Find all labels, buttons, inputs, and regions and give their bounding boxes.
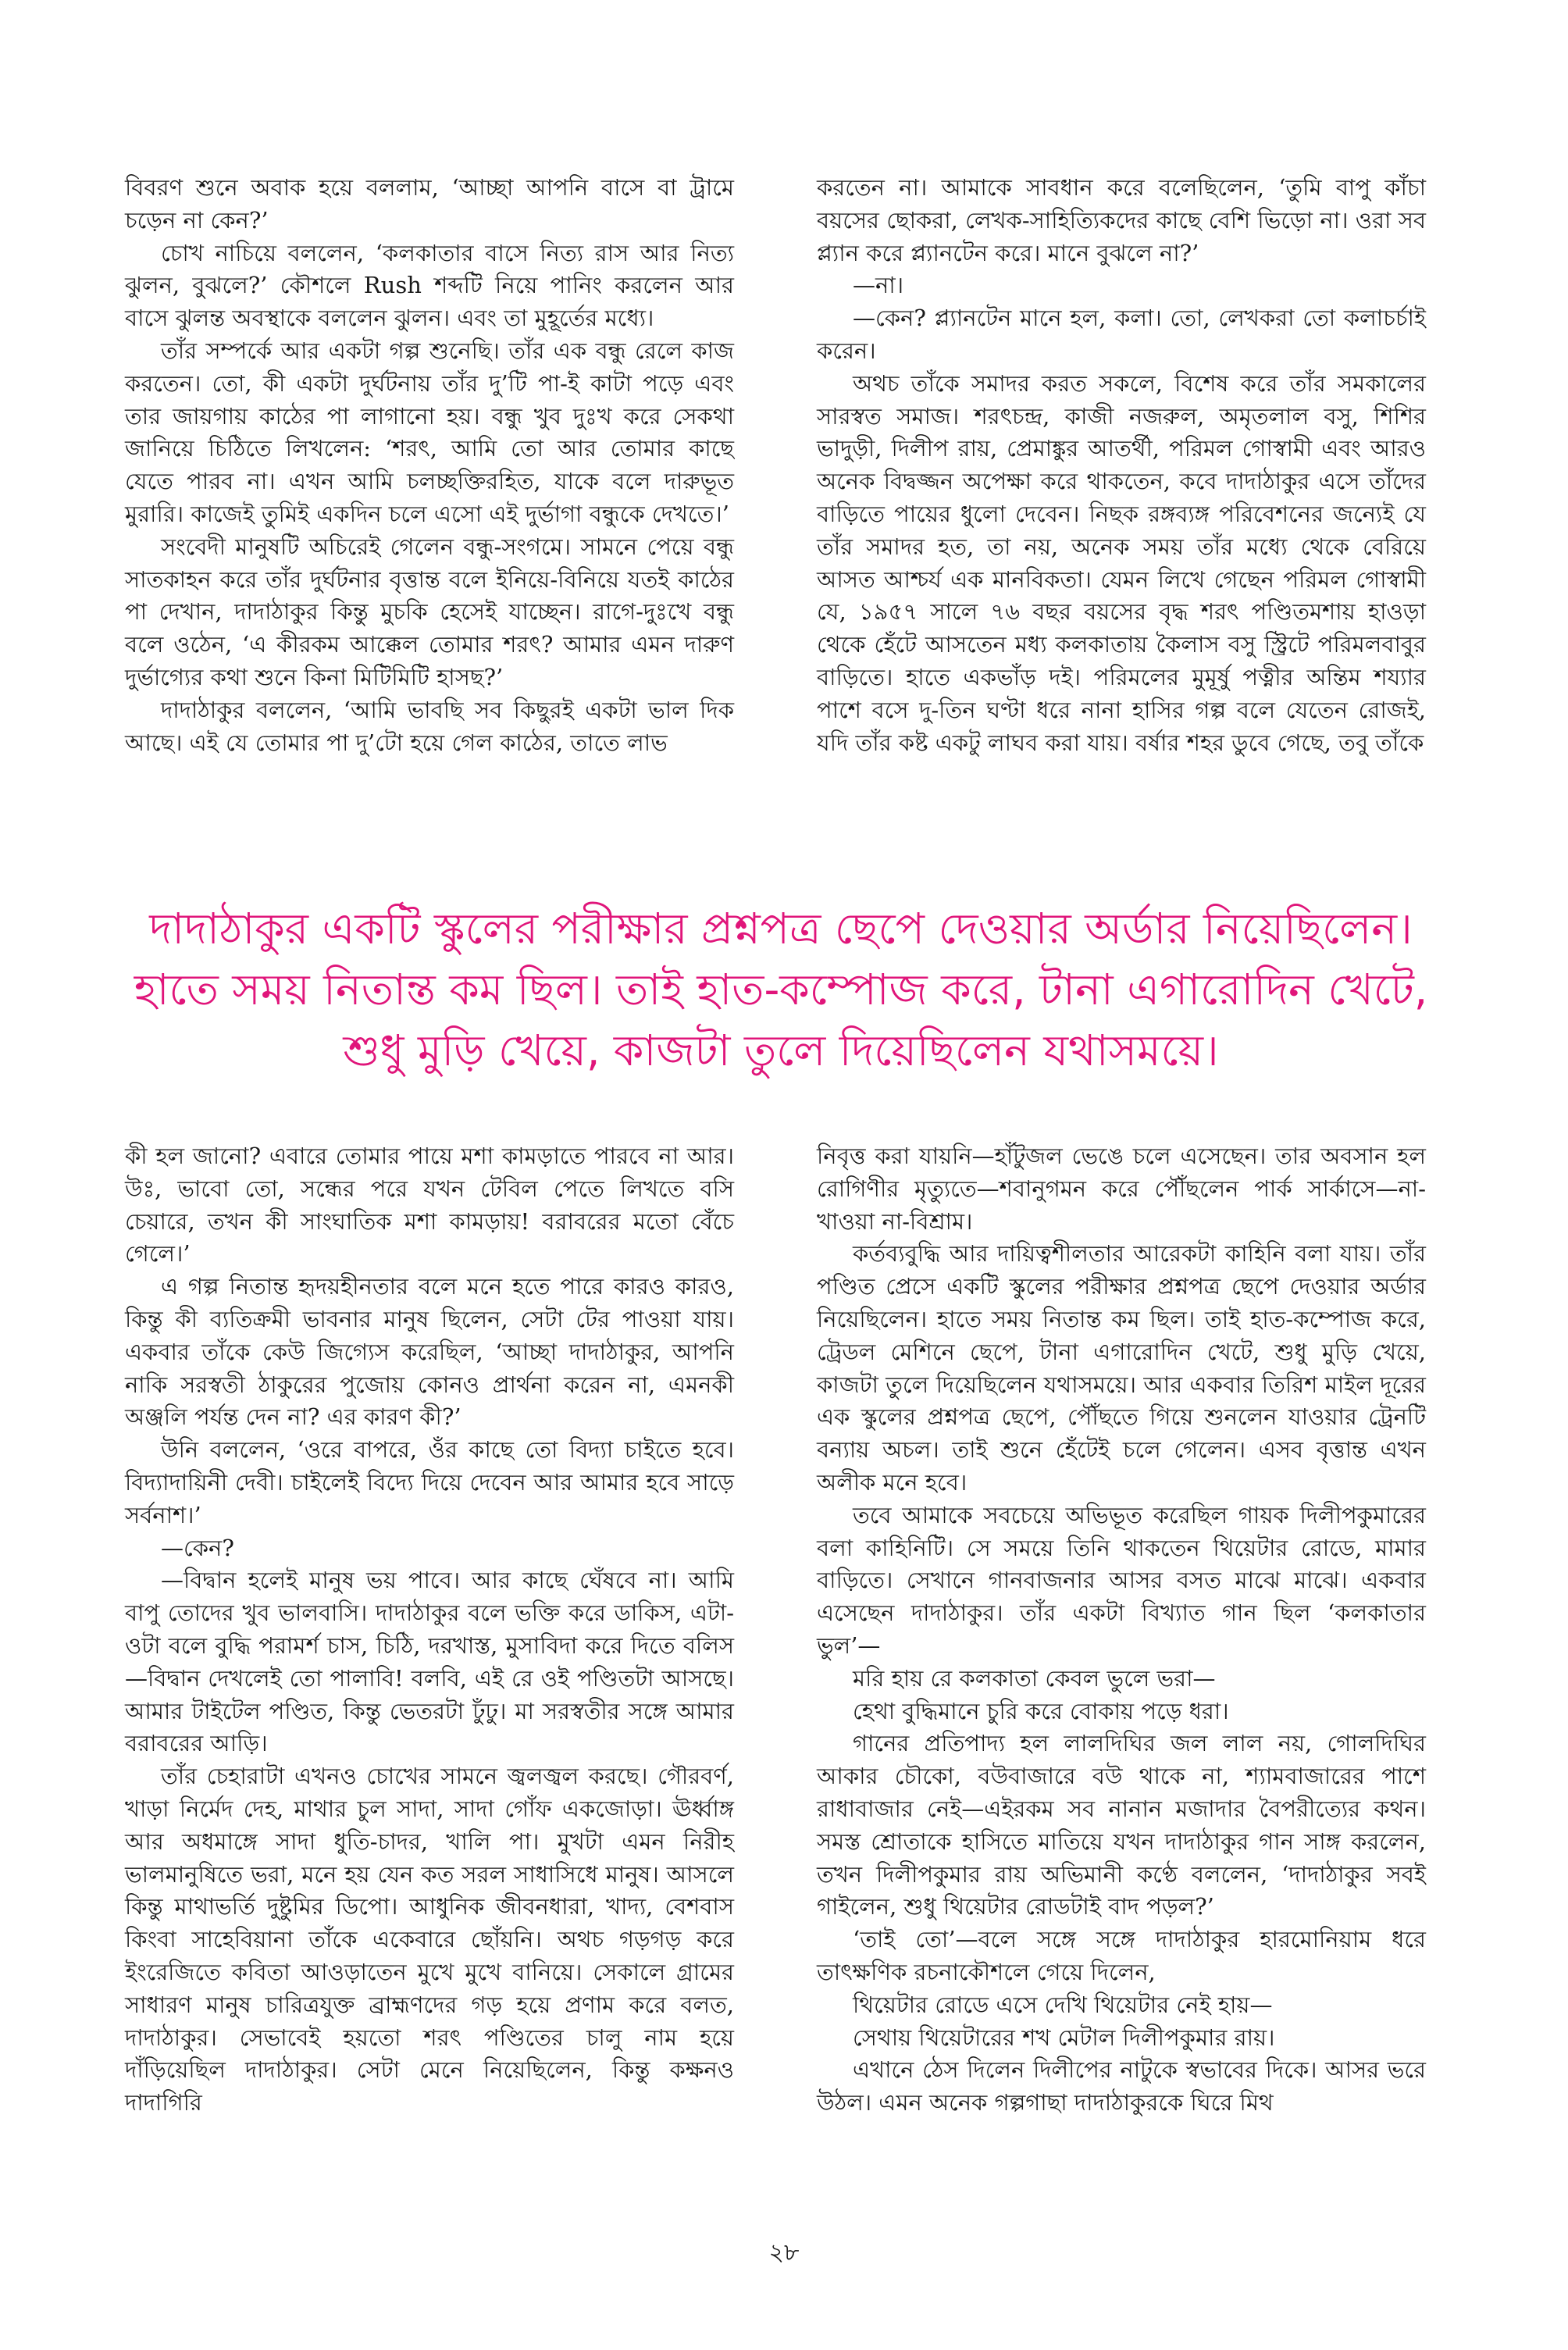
column-top-right xyxy=(817,172,1426,759)
paragraph: তাঁর চেহারাটা এখনও চোখের সামনে জ্বলজ্বল করছে। গৌরবর্ণ, খাড়া নির্মেদ দেহ, মাথার চুল সাদা, সাদা গোঁফ একজোড়া। ঊর্ধ্বাঙ্গ আর অধমাঙ্গে সাদা ধুতি-চাদর, খালি পা। মুখটা এমন নিরীহ ভালমানুষিতে ভরা, মনে হয় যেন কত সরল সাধাসিধে মানুষ। আসলে কিন্তু মাথাভর্তি দুষ্টুমির ডিপো। আধুনিক জীবনধারা, খাদ্য, বেশবাস কিংবা সাহেবিয়ানা তাঁকে একেবারে ছোঁয়নি। অথচ গড়গড় করে ইংরেজিতে কবিতা আওড়াতেন মুখে মুখে বানিয়ে। সেকালে গ্রামের সাধারণ মানুষ চারিত্রযুক্ত ব্রাহ্মণদের গড় হয়ে প্রণাম করে বলত, দাদাঠাকুর। সেভাবেই হয়তো শরৎ পণ্ডিতের চালু নাম হয়ে দাঁড়িয়েছিল দাদাঠাকুর। সেটা মেনে নিয়েছিলেন, কিন্তু কক্ষনও দাদাগিরি xyxy=(125,1763,734,2116)
verse-line: থিয়েটার রোডে এসে দেখি থিয়েটার নেই হায়— xyxy=(853,1991,1273,2018)
paragraph: গানের প্রতিপাদ্য হল লালদিঘির জল লাল নয়, গোলদিঘির আকার চৌকো, বউবাজারে বউ থাকে না, শ্যামবাজারের পাশে রাধাবাজার নেই—এইরকম সব নানান মজাদার বৈপরীত্যের কথন। সমস্ত শ্রোতাকে হাসিতে মাতিয়ে যখন দাদাঠাকুর গান সাঙ্গ করলেন, তখন দিলীপকুমার রায় অভিমানী কণ্ঠে বললেন, ‘দাদাঠাকুর সবই গাইলেন, শুধু থিয়েটার রোডটাই বাদ পড়ল?’ xyxy=(817,1730,1426,1920)
paragraph: তাঁর সম্পর্কে আর একটা গল্প শুনেছি। তাঁর এক বন্ধু রেলে কাজ করতেন। তো, কী একটা দুর্ঘটনায় তাঁর দু’টি পা-ই কাটা পড়ে এবং তার জায়গায় কাঠের পা লাগানো হয়। বন্ধু খুব দুঃখ করে সেকথা জানিয়ে চিঠিতে লিখলেন: ‘শরৎ, আমি তো আর তোমার কাছে যেতে পারব না। এখন আমি চলচ্ছক্তিরহিত, যাকে বলে দারুভূত মুরারি। কাজেই তুমিই একদিন চলে এসো এই দুর্ভাগা বন্ধুকে দেখতে।’ xyxy=(125,337,734,527)
paragraph: কর্তব্যবুদ্ধি আর দায়িত্বশীলতার আরেকটা কাহিনি বলা যায়। তাঁর পণ্ডিত প্রেসে একটি স্কুলের পরীক্ষার প্রশ্নপত্র ছেপে দেওয়ার অর্ডার নিয়েছিলেন। হাতে সময় নিতান্ত কম ছিল। তাই হাত-কম্পোজ করে, ট্রেডল মেশিনে ছেপে, টানা এগারোদিন খেটে, শুধু মুড়ি খেয়ে, কাজটা তুলে দিয়েছিলেন যথাসময়ে। আর একবার তিরিশ মাইল দূরের এক স্কুলের প্রশ্নপত্র ছেপে, পৌঁছতে গিয়ে শুনলেন যাওয়ার ট্রেনটি বন্যায় অচল। তাই শুনে হেঁটেই চলে গেলেন। এসব বৃত্তান্ত এখন অলীক মনে হবে। xyxy=(817,1240,1426,1496)
verse-line: হেথা বুদ্ধিমানে চুরি করে বোকায় পড়ে ধরা। xyxy=(853,1697,1229,1724)
paragraph: —বিদ্বান হলেই মানুষ ভয় পাবে। আর কাছে ঘেঁষবে না। আমি বাপু তোদের খুব ভালবাসি। দাদাঠাকুর বলে ভক্তি করে ডাকিস, এটা-ওটা বলে বুদ্ধি পরামর্শ চাস, চিঠি, দরখাস্ত, মুসাবিদা করে দিতে বলিস—বিদ্বান দেখলেই তো পালাবি! বলবি, এই রে ওই পণ্ডিতটা আসছে। আমার টাইটেল পণ্ডিত, কিন্তু ভেতরটা ঢুঁঢু। মা সরস্বতীর সঙ্গে আমার বরাবরের আড়ি। xyxy=(125,1567,734,1757)
paragraph: —কেন? xyxy=(161,1534,234,1561)
verse-line: মরি হায় রে কলকাতা কেবল ভুলে ভরা— xyxy=(853,1664,1216,1692)
paragraph: বিবরণ শুনে অবাক হয়ে বললাম, ‘আচ্ছা আপনি বাসে বা ট্রামে চড়েন না কেন?’ xyxy=(125,174,734,234)
paragraph: অথচ তাঁকে সমাদর করত সকলে, বিশেষ করে তাঁর সমকালের সারস্বত সমাজ। শরৎচন্দ্র, কাজী নজরুল, অমৃতলাল বসু, শিশির ভাদুড়ী, দিলীপ রায়, প্রেমাঙ্কুর আতর্থী, পরিমল গোস্বামী এবং আরও অনেক বিদ্বজ্জন অপেক্ষা করে থাকতেন, কবে দাদাঠাকুর এসে তাঁদের বাড়িতে পায়ের ধুলো দেবেন। নিছক রঙ্গব্যঙ্গ পরিবেশনের জন্যেই যে তাঁর সমাদর হত, তা নয়, অনেক সময় তাঁর মধ্যে থেকে বেরিয়ে আসত আশ্চর্য এক মানবিকতা। যেমন লিখে গেছেন পরিমল গোস্বামী যে, ১৯৫৭ সালে ৭৬ বছর বয়সের বৃদ্ধ শরৎ পণ্ডিতমশায় হাওড়া থেকে হেঁটে আসতেন মধ্য কলকাতায় কৈলাস বসু স্ট্রিটে পরিমলবাবুর বাড়িতে। হাতে একভাঁড় দই। পরিমলের মুমূর্ষু পত্নীর অন্তিম শয্যার পাশে বসে দু-তিন ঘণ্টা ধরে নানা হাসির গল্প বলে যেতেন রোজই, যদি তাঁর কষ্ট একটু লাঘব করা যায়। বর্ষার শহর ডুবে গেছে, তবু তাঁকে xyxy=(817,369,1426,756)
column-bottom-left xyxy=(125,1140,734,2120)
pull-quote-line: হাতে সময় নিতান্ত কম ছিল। তাই হাত-কম্পোজ করে, টানা এগারোদিন খেটে, xyxy=(134,965,1428,1015)
page-number: ২৮ xyxy=(768,2239,800,2266)
verse-line: সেথায় থিয়েটারের শখ মেটাল দিলীপকুমার রায়। xyxy=(853,2024,1275,2051)
paragraph: নিবৃত্ত করা যায়নি—হাঁটুজল ভেঙে চলে এসেছেন। তার অবসান হল রোগিণীর মৃত্যুতে—শবানুগমন করে পৌঁছলেন পার্ক সার্কাসে—না-খাওয়া না-বিশ্রাম। xyxy=(817,1143,1426,1235)
paragraph: —কেন? প্ল্যানটেন মানে হল, কলা। তো, লেখকরা তো কলাচর্চাই করেন। xyxy=(817,305,1426,364)
paragraph: সংবেদী মানুষটি অচিরেই গেলেন বন্ধু-সংগমে। সামনে পেয়ে বন্ধু সাতকাহন করে তাঁর দুর্ঘটনার বৃত্তান্ত বলে ইনিয়ে-বিনিয়ে যতই কাঠের পা দেখান, দাদাঠাকুর কিন্তু মুচকি হেসেই যাচ্ছেন। রাগে-দুঃখে বন্ধু বলে ওঠেন, ‘এ কীরকম আক্কেল তোমার শরৎ? আমার এমন দারুণ দুর্ভাগ্যের কথা শুনে কিনা মিটিমিটি হাসছ?’ xyxy=(125,533,734,690)
pull-quote-line: শুধু মুড়ি খেয়ে, কাজটা তুলে দিয়েছিলেন যথাসময়ে। xyxy=(343,1025,1219,1075)
paragraph: দাদাঠাকুর বললেন, ‘আমি ভাবছি সব কিছুরই একটা ভাল দিক আছে। এই যে তোমার পা দু’টো হয়ে গেল কাঠের, তাতে লাভ xyxy=(125,696,734,756)
pull-quote xyxy=(125,898,1437,1081)
paragraph: তবে আমাকে সবচেয়ে অভিভূত করেছিল গায়ক দিলীপকুমারের বলা কাহিনিটি। সে সময়ে তিনি থাকতেন থিয়েটার রোডে, মামার বাড়িতে। সেখানে গানবাজনার আসর বসত মাঝে মাঝে। একবার এসেছেন দাদাঠাকুর। তাঁর একটা বিখ্যাত গান ছিল ‘কলকাতার ভুল’— xyxy=(817,1501,1426,1659)
paragraph: চোখ নাচিয়ে বললেন, ‘কলকাতার বাসে নিত্য রাস আর নিত্য ঝুলন, বুঝলে?’ কৌশলে Rush শব্দটি নিয়ে পানিং করলেন আর বাসে ঝুলন্ত অবস্থাকে বললেন ঝুলন। এবং তা মুহূর্তের মধ্যে। xyxy=(125,239,734,332)
paragraph: এখানে ঠেস দিলেন দিলীপের নাটুকে স্বভাবের দিকে। আসর ভরে উঠল। এমন অনেক গল্পগাছা দাদাঠাকুরকে ঘিরে মিথ xyxy=(817,2056,1426,2116)
column-top-left xyxy=(125,172,734,759)
pull-quote-line: দাদাঠাকুর একটি স্কুলের পরীক্ষার প্রশ্নপত্র ছেপে দেওয়ার অর্ডার নিয়েছিলেন। xyxy=(149,904,1413,954)
paragraph: কী হল জানো? এবারে তোমার পায়ে মশা কামড়াতে পারবে না আর। উঃ, ভাবো তো, সন্ধের পরে যখন টেবিল পেতে লিখতে বসি চেয়ারে, তখন কী সাংঘাতিক মশা কামড়ায়! বরাবরের মতো বেঁচে গেলে।’ xyxy=(125,1143,734,1268)
paragraph: —না। xyxy=(853,272,904,299)
paragraph: করতেন না। আমাকে সাবধান করে বলেছিলেন, ‘তুমি বাপু কাঁচা বয়সের ছোকরা, লেখক-সাহিত্যিকদের কাছে বেশি ভিড়ো না। ওরা সব প্ল্যান করে প্ল্যানটেন করে। মানে বুঝলে না?’ xyxy=(817,174,1426,266)
paragraph: এ গল্প নিতান্ত হৃদয়হীনতার বলে মনে হতে পারে কারও কারও, কিন্তু কী ব্যতিক্রমী ভাবনার মানুষ ছিলেন, সেটা টের পাওয়া যায়। একবার তাঁকে কেউ জিগ্যেস করেছিল, ‘আচ্ছা দাদাঠাকুর, আপনি নাকি সরস্বতী ঠাকুরের পুজোয় কোনও প্রার্থনা করেন না, এমনকী অঞ্জলি পর্যন্ত দেন না? এর কারণ কী?’ xyxy=(125,1273,734,1431)
paragraph: উনি বললেন, ‘ওরে বাপরে, ওঁর কাছে তো বিদ্যা চাইতে হবে। বিদ্যাদায়িনী দেবী। চাইলেই বিদ্যে দিয়ে দেবেন আর আমার হবে সাড়ে সর্বনাশ।’ xyxy=(125,1436,734,1528)
paragraph: ‘তাই তো’—বলে সঙ্গে সঙ্গে দাদাঠাকুর হারমোনিয়াম ধরে তাৎক্ষণিক রচনাকৌশলে গেয়ে দিলেন, xyxy=(817,1926,1426,1985)
column-bottom-right xyxy=(817,1140,1426,2120)
